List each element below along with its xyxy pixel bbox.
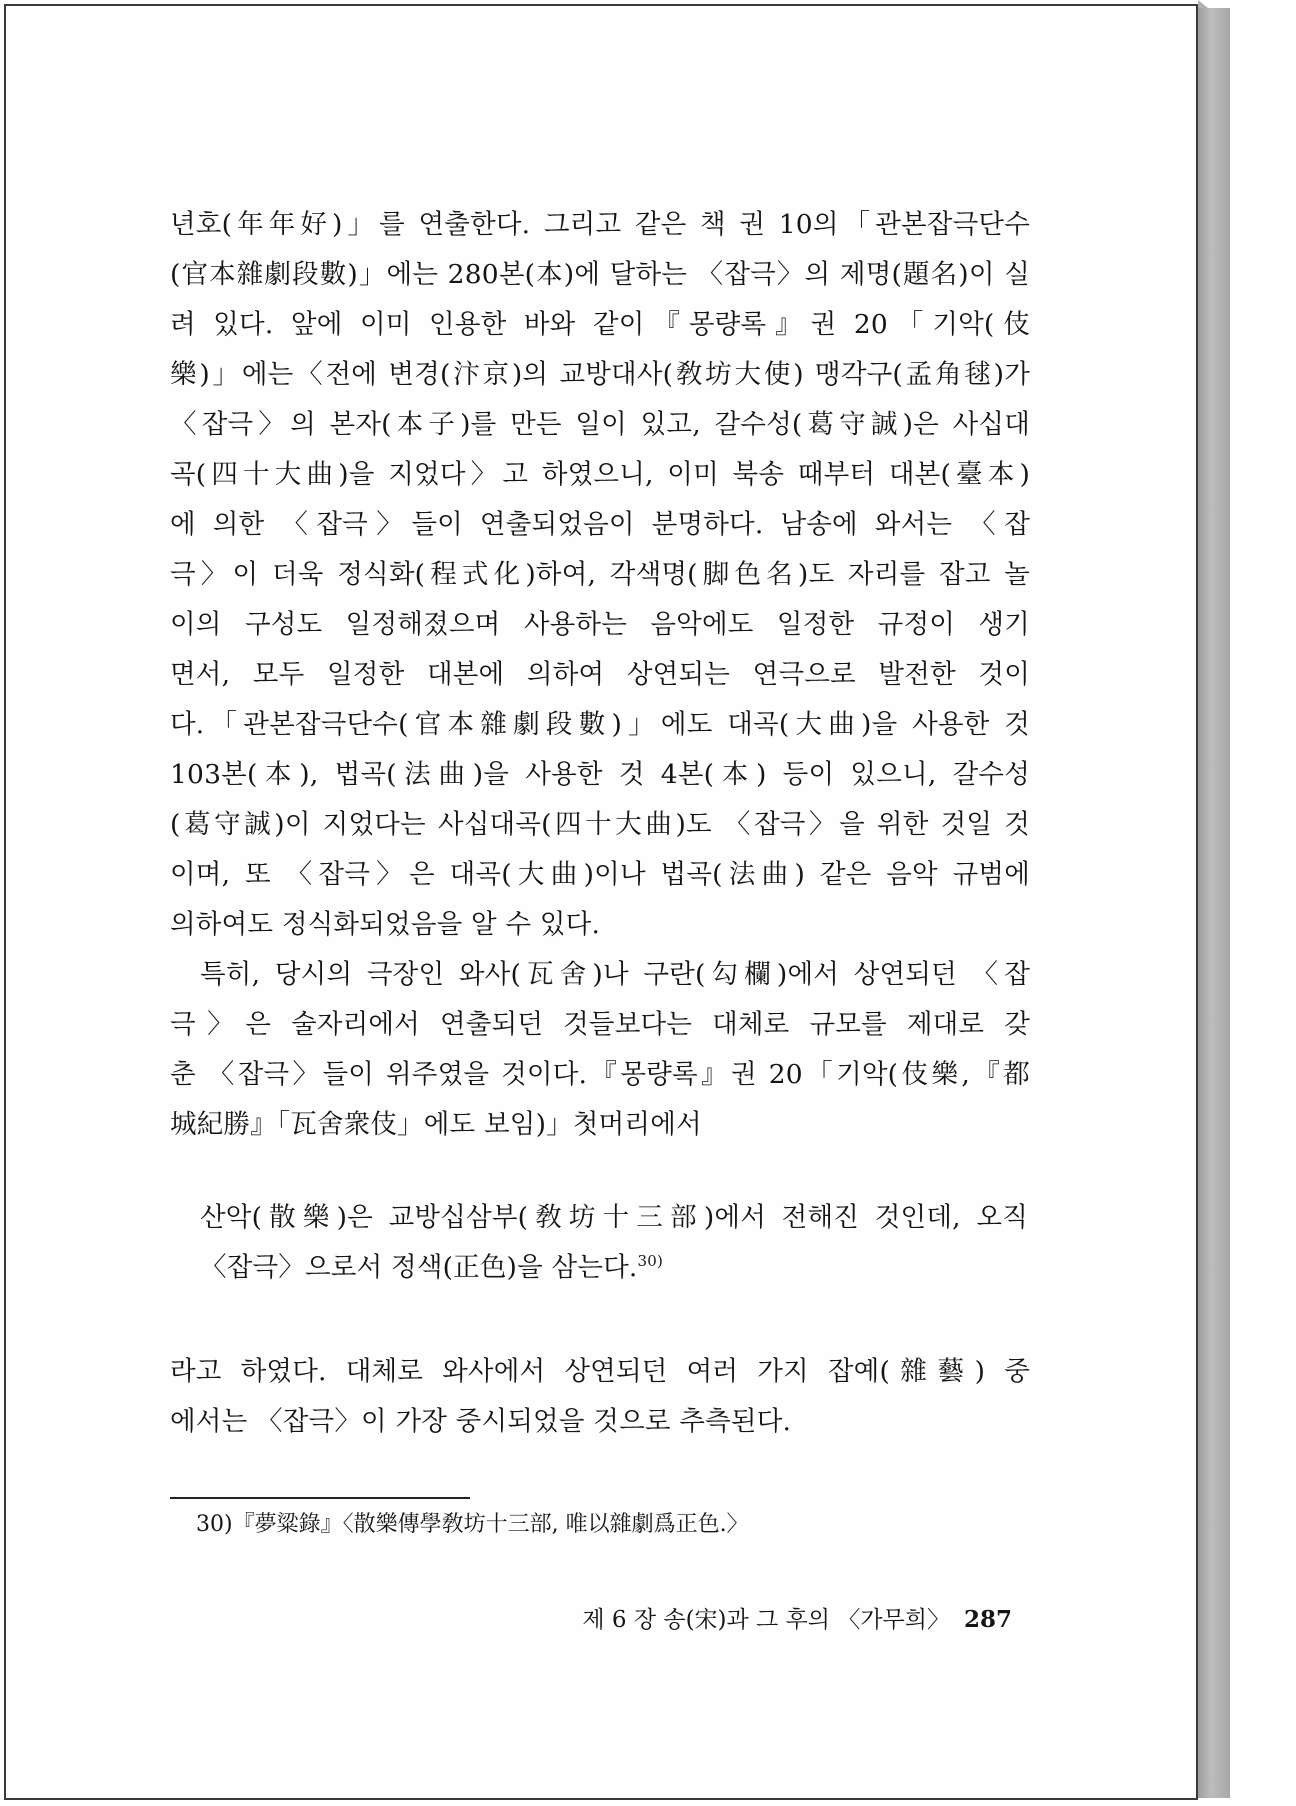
- quote-line: [200, 1243, 1028, 1293]
- body-line: 려 있다. 앞에 이미 인용한 바와 같이『몽량록』권 20「기악(伎: [170, 309, 1030, 340]
- block-quote: [200, 1193, 1028, 1293]
- page-number: 287: [963, 1606, 1012, 1633]
- body-line: 다.「관본잡극단수(官本雜劇段數)」에도 대곡(大曲)을 사용한 것: [170, 709, 1030, 740]
- body-line: 춘 〈잡극〉들이 위주였을 것이다.『몽량록』권 20「기악(伎樂,『都: [170, 1059, 1030, 1090]
- body-line: 이의 구성도 일정해졌으며 사용하는 음악에도 일정한 규정이 생기: [170, 609, 1030, 640]
- footnote-separator: [170, 1497, 470, 1499]
- body-line: 면서, 모두 일정한 대본에 의하여 상연되는 연극으로 발전한 것이: [170, 659, 1030, 690]
- quote-line-text: 〈잡극〉으로서 정색(正色)을 삼는다.: [200, 1252, 638, 1283]
- body-line: 103본(本), 법곡(法曲)을 사용한 것 4본(本) 등이 있으니, 갈수성: [170, 759, 1030, 790]
- continuation-text: [170, 1347, 1030, 1447]
- body-line: 에서는 〈잡극〉이 가장 중시되었을 것으로 추측된다.: [170, 1406, 792, 1437]
- body-line: (葛守誠)이 지었다는 사십대곡(四十大曲)도 〈잡극〉을 위한 것일 것: [170, 809, 1030, 840]
- body-text: [170, 200, 1030, 1150]
- body-line: 극〉이 더욱 정식화(程式化)하여, 각색명(脚色名)도 자리를 잡고 놀: [170, 559, 1030, 590]
- body-line: 樂)」에는〈전에 변경(汴京)의 교방대사(敎坊大使) 맹각구(孟角毬)가: [170, 359, 1030, 390]
- body-line: 년호(年年好)」를 연출한다. 그리고 같은 책 권 10의「관본잡극단수: [170, 209, 1030, 240]
- body-line: 라고 하였다. 대체로 와사에서 상연되던 여러 가지 잡예(雜藝) 중: [170, 1356, 1030, 1387]
- body-line: 에 의한 〈잡극〉들이 연출되었음이 분명하다. 남송에 와서는 〈잡: [170, 509, 1030, 540]
- footnote-reference: 30): [637, 1252, 664, 1271]
- page-edge-shadow: [1198, 8, 1230, 1798]
- body-line: 의하여도 정식화되었음을 알 수 있다.: [170, 909, 601, 940]
- body-line: 이며, 또 〈잡극〉은 대곡(大曲)이나 법곡(法曲) 같은 음악 규범에: [170, 859, 1030, 890]
- chapter-title: 제 6 장 송(宋)과 그 후의 〈가무희〉: [582, 1607, 950, 1633]
- running-footer: [500, 1600, 1012, 1640]
- body-line: 극〉은 술자리에서 연출되던 것들보다는 대체로 규모를 제대로 갖: [170, 1009, 1030, 1040]
- body-line: 〈잡극〉의 본자(本子)를 만든 일이 있고, 갈수성(葛守誠)은 사십대: [170, 409, 1030, 440]
- footnote: 30)『夢粱錄』〈散樂傳學敎坊十三部, 唯以雜劇爲正色.〉: [196, 1512, 749, 1537]
- body-line: 곡(四十大曲)을 지었다〉고 하였으니, 이미 북송 때부터 대본(臺本): [170, 459, 1030, 490]
- body-line: 城紀勝』「瓦舍衆伎」에도 보임)」첫머리에서: [170, 1109, 702, 1140]
- body-line: 특히, 당시의 극장인 와사(瓦舍)나 구란(勾欄)에서 상연되던 〈잡: [200, 959, 1030, 990]
- body-line: (官本雜劇段數)」에는 280본(本)에 달하는 〈잡극〉의 제명(題名)이 실: [170, 259, 1030, 290]
- quote-line: 산악(散樂)은 교방십삼부(敎坊十三部)에서 전해진 것인데, 오직: [200, 1202, 1028, 1233]
